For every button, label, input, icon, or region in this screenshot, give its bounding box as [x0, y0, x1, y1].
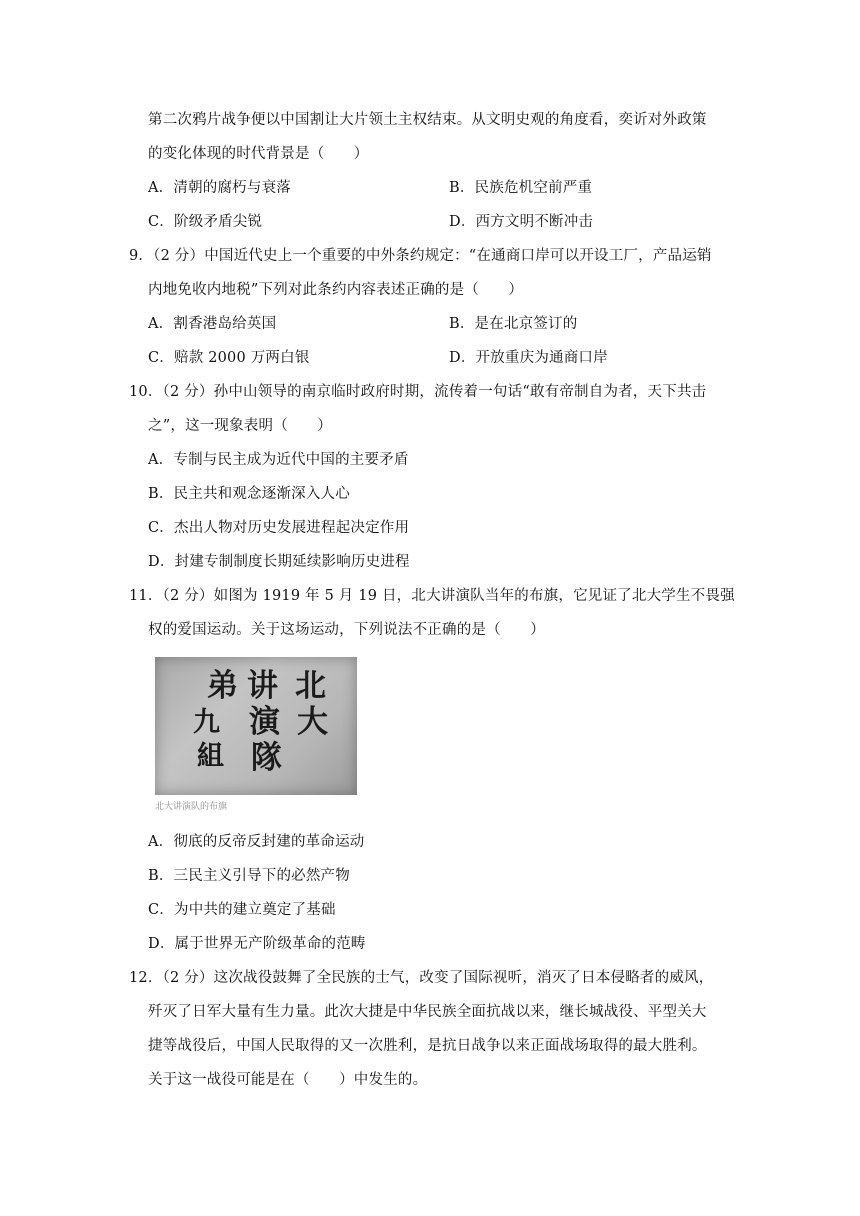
figure-caption: 北大讲演队的布旗	[155, 802, 228, 812]
question-10-option-b: B．民主共和观念逐渐深入人心	[148, 486, 350, 502]
question-10-stem-line2: 之”，这一现象表明（ ）	[148, 418, 333, 434]
question-8-option-a: A．清朝的腐朽与衰落	[148, 180, 291, 196]
question-11-stem-line2: 权的爱国运动。关于这场运动，下列说法不正确的是（ ）	[148, 622, 545, 638]
question-9-option-c: C．赔款 2000 万两白银	[148, 350, 310, 366]
question-12-stem-line1: 12．（2 分）这次战役鼓舞了全民族的士气，改变了国际视听，消灭了日本侵略者的威风，	[129, 970, 714, 986]
question-9-stem-line2: 内地免收内地税”下列对此条约内容表述正确的是（ ）	[148, 282, 524, 298]
question-11-option-c: C．为中共的建立奠定了基础	[148, 902, 336, 918]
question-11-option-a: A．彻底的反帝反封建的革命运动	[148, 834, 365, 850]
flag-char: 演	[249, 704, 280, 740]
question-12-stem-line2: 歼灭了日军大量有生力量。此次大捷是中华民族全面抗战以来，继长城战役、平型关大	[148, 1004, 707, 1020]
question-11-option-d: D．属于世界无产阶级革命的范畴	[148, 936, 366, 952]
flag-char: 讲	[247, 668, 278, 704]
question-10-option-c: C．杰出人物对历史发展进程起决定作用	[148, 520, 410, 536]
question-8-option-d: D．西方文明不断冲击	[449, 214, 594, 230]
flag-char: 隊	[251, 740, 282, 776]
question-10-option-a: A．专制与民主成为近代中国的主要矛盾	[148, 452, 409, 468]
question-9-option-a: A．割香港岛给英国	[148, 316, 277, 332]
question-10-option-d: D．封建专制制度长期延续影响历史进程	[148, 554, 410, 570]
question-9-stem-line1: 9．（2 分）中国近代史上一个重要的中外条约规定：“在通商口岸可以开设工厂，产品运销	[129, 248, 712, 264]
question-10-stem-line1: 10．（2 分）孙中山领导的南京临时政府时期，流传着一句话“敢有帝制自为者，天下共击	[129, 384, 707, 400]
question-9-option-d: D．开放重庆为通商口岸	[449, 350, 608, 366]
question-12-stem-line4: 关于这一战役可能是在（ ）中发生的。	[148, 1072, 428, 1088]
banner-photo	[155, 657, 357, 795]
question-9-option-b: B．是在北京签订的	[449, 316, 578, 332]
question-8-option-b: B．民族危机空前严重	[449, 180, 593, 196]
question-8-stem-line1: 第二次鸦片战争便以中国割让大片领土主权结束。从文明史观的角度看，奕䜣对外政策	[148, 112, 707, 128]
question-8-option-c: C．阶级矛盾尖锐	[148, 214, 263, 230]
flag-char: 組	[197, 741, 224, 772]
question-11-stem-line1: 11．（2 分）如图为 1919 年 5 月 19 日，北大讲演队当年的布旗，它见证了北大学生不畏强	[129, 588, 735, 604]
flag-char: 北	[295, 668, 326, 704]
question-8-stem-line2: 的变化体现的时代背景是（ ）	[148, 146, 369, 162]
flag-char: 九	[193, 707, 220, 738]
flag-char: 弟	[207, 668, 238, 704]
question-12-stem-line3: 捷等战役后，中国人民取得的又一次胜利，是抗日战争以来正面战场取得的最大胜利。	[148, 1038, 707, 1054]
question-11-option-b: B．三民主义引导下的必然产物	[148, 868, 350, 884]
flag-char: 大	[297, 704, 328, 740]
